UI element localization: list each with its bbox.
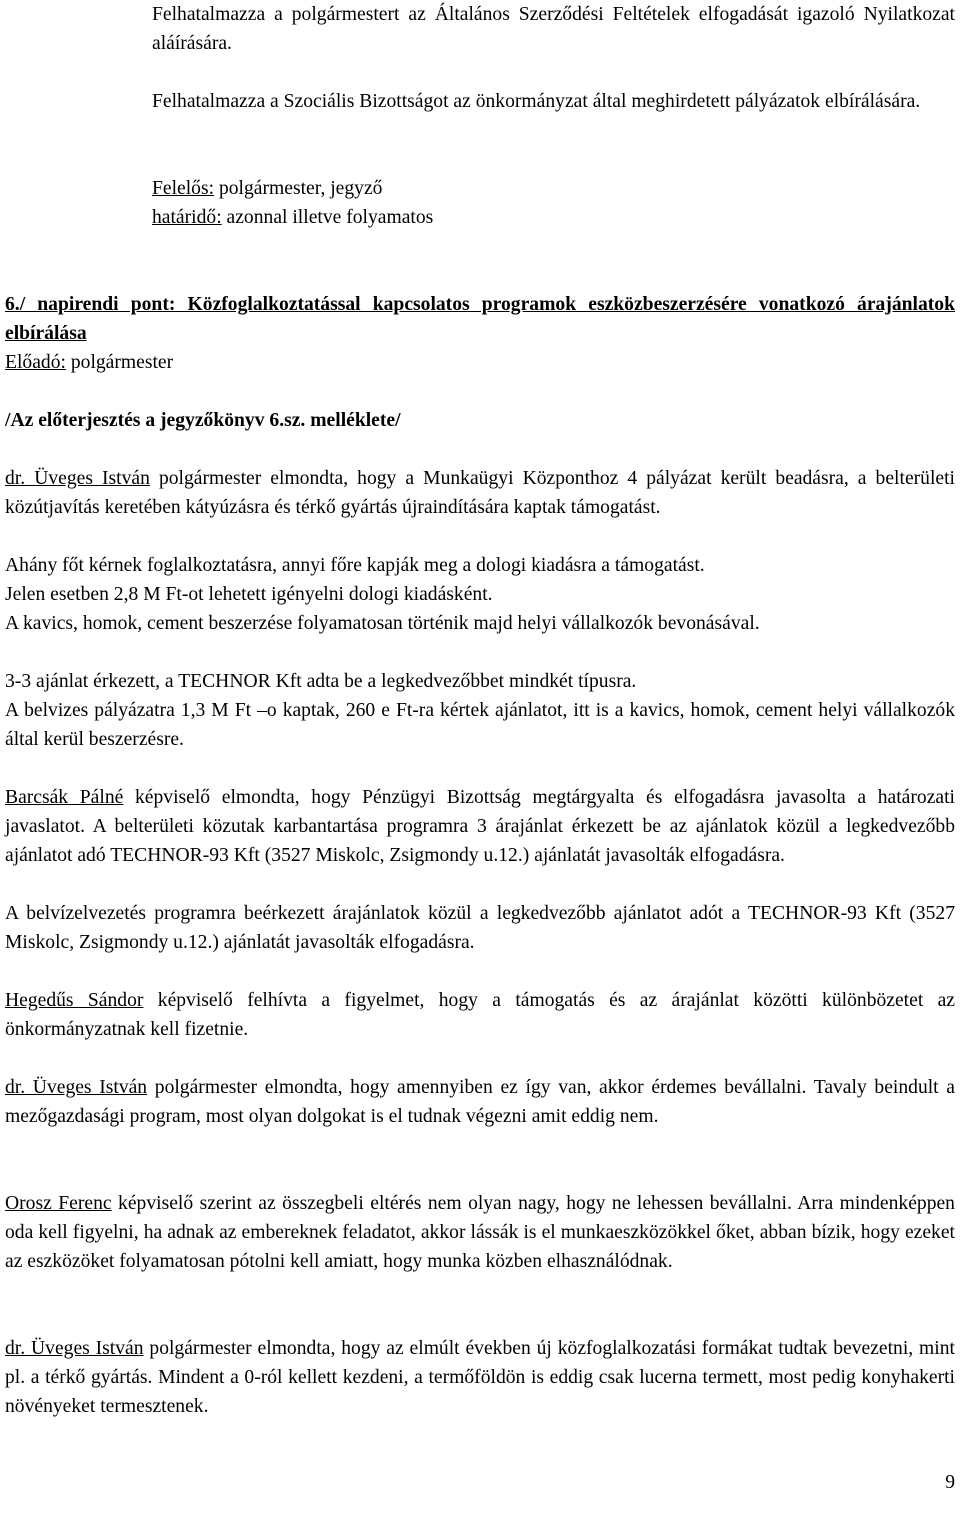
speech-text: képviselő szerint az összegbeli eltérés nem olyan nagy, hogy ne lehessen bevállalni. Arra mindenképpen oda kell figyelni, ha adnak az embereknek feladatot, akkor lássák is el munkaeszközökkel őket, abban bízik, hogy ezeket az eszközöket folyamatosan pótolni kell amiatt, hogy munka közben elhasználódnak. [5,1193,955,1272]
speech-text: polgármester elmondta, hogy a Munkaügyi Központhoz 4 pályázat került beadásra, a belterületi közútjavítás keretében kátyúzásra és térkő gyártás újraindítására kaptak támogatást. [5,468,955,518]
speech-paragraph-4 [5,1073,955,1131]
presenter-value: polgármester [65,352,174,373]
speech-paragraph-3 [5,986,955,1044]
responsible-value: polgármester, jegyző [214,178,383,199]
speaker-name: Orosz Ferenc [5,1193,112,1214]
deadline-label: határidő: [152,207,222,228]
speaker-name: dr. Üveges István [5,468,150,489]
speaker-name: Hegedűs Sándor [5,990,144,1011]
speech-text: polgármester elmondta, hogy az elmúlt években új közfoglalkozatási formákat tudtak bevezetni, mint pl. a térkő gyártás. Mindent a 0-ról kellett kezdeni, a termőföldön is eddig csak lucerna termett, most pedig konyhakerti növényeket termesztenek. [5,1338,955,1417]
speaker-name: Barcsák Pálné [5,787,124,808]
text-paragraph-belvizelvezetes: A belvízelvezetés programra beérkezett árajánlatok közül a legkedvezőbb ajánlatot adót a TECHNOR-93 Kft (3527 Miskolc, Zsigmondy u.12.) ajánlatát javasolták elfogadásra. [5,903,955,953]
speech-text: képviselő elmondta, hogy Pénzügyi Bizottság megtárgyalta és elfogadásra javasolta a határozati javaslatot. A belterületi közutak karbantartása programra 3 árajánlat érkezett be az ajánlatok közül a legkedvezőbb ajánlatot adó TECHNOR-93 Kft (3527 Miskolc, Zsigmondy u.12.) ajánlatát javasolták elfogadásra. [5,787,955,866]
text-paragraph-ajanlat: 3-3 ajánlat érkezett, a TECHNOR Kft adta be a legkedvezőbbet mindkét típusra. [5,671,637,692]
speaker-name: dr. Üveges István [5,1077,148,1098]
text-paragraph-jelen: Jelen esetben 2,8 M Ft-ot lehetett igényelni dologi kiadásként. [5,584,493,605]
presenter-label: Előadó: [5,352,66,373]
deadline-value: azonnal illetve folyamatos [221,207,434,228]
speech-paragraph-6 [5,1334,955,1421]
text-paragraph-belvizes: A belvizes pályázatra 1,3 M Ft –o kaptak, 260 e Ft-ra kértek ajánlatot, itt is a kavics, homok, cement helyi vállalkozók által kerül beszerzésre. [5,700,955,750]
speech-paragraph-1 [5,464,955,522]
text-paragraph-ahany: Ahány főt kérnek foglalkoztatásra, annyi főre kapják meg a dologi kiadásra a támogatást. [5,555,705,576]
speech-paragraph-5 [5,1189,955,1276]
responsible-line [152,174,955,203]
resolution-paragraph-1: Felhatalmazza a polgármestert az Általános Szerződési Feltételek elfogadását igazoló Nyilatkozat aláírására. [152,4,955,54]
presenter-line [5,348,955,377]
deadline-line [152,203,955,232]
speaker-name: dr. Üveges István [5,1338,144,1359]
text-paragraph-kavics: A kavics, homok, cement beszerzése folyamatosan történik majd helyi vállalkozók bevonásával. [5,613,760,634]
speech-text: polgármester elmondta, hogy amennyiben ez így van, akkor érdemes bevállalni. Tavaly beindult a mezőgazdasági program, most olyan dolgokat is el tudnak végezni amit eddig nem. [5,1077,955,1127]
resolution-paragraph-2: Felhatalmazza a Szociális Bizottságot az önkormányzat által meghirdetett pályázatok elbírálására. [152,91,921,112]
agenda-heading: 6./ napirendi pont: Közfoglalkoztatással kapcsolatos programok eszközbeszerzésére vonatkozó árajánlatok elbírálása [5,294,955,344]
page-number: 9 [945,1472,955,1493]
speech-text: képviselő felhívta a figyelmet, hogy a támogatás és az árajánlat közötti különbözetet az önkormányzatnak kell fizetnie. [5,990,955,1040]
responsible-label: Felelős: [152,178,215,199]
speech-paragraph-2 [5,783,955,870]
attachment-note: /Az előterjesztés a jegyzőkönyv 6.sz. melléklete/ [5,410,401,431]
